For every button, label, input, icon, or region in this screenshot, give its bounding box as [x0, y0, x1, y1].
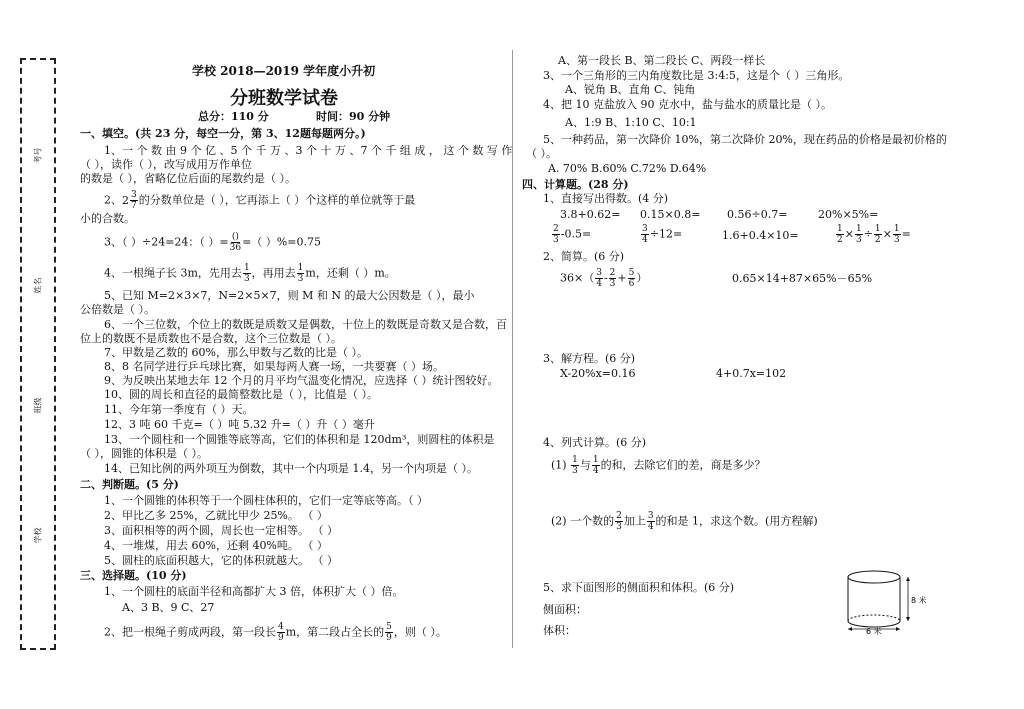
calc-3-title: 3、解方程。(6 分): [543, 352, 636, 365]
calc-1c: 0.56÷0.7=: [727, 208, 788, 221]
calc-4-q1: (1) $\frac{1}{3}$ 与 $\frac{1}{4}$ 的和，去除它们的差，商是多少？: [551, 455, 766, 476]
choice-q5-options: A. 70% B.60% C.72% D.64%: [548, 162, 707, 175]
calc-5-lateral-area: 侧面积：: [543, 603, 587, 616]
choice-q5-line2: （ ）。: [526, 147, 557, 160]
choice-q2: 2、把一根绳子剪成两段，第一段长 $\frac{4}{9}$ m，第二段占全长的 $\frac{5}{9}$ ，则（ ）。: [104, 622, 447, 643]
fill-q10: 10、圆的周长和直径的最简整数比是（ ），比值是（ ）。: [104, 388, 378, 401]
choice-q5-line1: 5、一种药品，第一次降价 10%，第二次降价 20%，现在药品的价格是最初价格的: [543, 133, 947, 146]
fill-q9: 9、为反映出某地去年 12 个月的月平均气温变化情况，应选择（ ）统计图较好。: [104, 374, 499, 387]
calc-4-q2: (2) 一个数的 $\frac{2}{3}$ 加上 $\frac{3}{4}$ 的和是 1，求这个数。(用方程解): [551, 511, 818, 532]
choice-q4-options: A、1:9 B、1:10 C、10:1: [565, 116, 697, 129]
side-label-exam-no: 考号: [33, 147, 43, 164]
choice-q2-options: A、第一段长 B、第二段长 C、两段一样长: [558, 54, 766, 67]
judge-q5: 5、圆柱的底面积越大，它的体积就越大。 （ ）: [104, 554, 338, 567]
fill-q13-line2: （ ），圆锥的体积是（ ）。: [80, 447, 208, 460]
fill-q8: 8、8 名同学进行乒乓球比赛，如果每两人赛一场，一共要赛（ ）场。: [104, 360, 444, 373]
fill-q14: 14、已知比例的两外项互为倒数，其中一个内项是 1.4，另一个内项是（ ）。: [104, 462, 478, 475]
judge-q2: 2、甲比乙多 25%，乙就比甲少 25%。 （ ）: [104, 509, 328, 522]
calc-1f: $\frac{3}{4}$ ÷12=: [642, 224, 683, 245]
judge-q4: 4、一堆煤，用去 60%，还剩 40%吨。 （ ）: [104, 539, 328, 552]
section-1-title: 一、填空。(共 23 分，每空一分，第 3、12题每题两分。): [80, 127, 366, 140]
fill-q3: 3、（ ）÷24=24：（ ）= $\frac{()}{36}$ =（ ）%=0.75: [104, 232, 321, 253]
choice-q3: 3、一个三角形的三内角度数比是 3:4:5，这是个（ ）三角形。: [543, 69, 850, 82]
fill-q11: 11、今年第一季度有（ ）天。: [104, 403, 254, 416]
section-3-title: 三、选择题。(10 分): [80, 569, 187, 582]
fill-q1-line1: 1、一 个 数 由 9 个 亿 、5 个 千 万 、3 个 十 万 、7 个 千 组 成 ， 这 个 数 写 作: [104, 144, 513, 157]
choice-q1: 1、一个圆柱的底面半径和高都扩大 3 倍，体积扩大（ ）倍。: [104, 585, 404, 598]
choice-q3-options: A、锐角 B、直角 C、钝角: [565, 83, 696, 96]
calc-1g: 1.6+0.4×10=: [722, 229, 799, 242]
calc-3b: 4+0.7x=102: [716, 367, 787, 380]
side-label-name: 姓名: [33, 277, 43, 294]
fill-q1-line3: 的数是（ ），省略亿位后面的尾数约是（ ）。: [80, 172, 296, 185]
calc-1b: 0.15×0.8=: [640, 208, 701, 221]
calc-5-volume: 体积：: [543, 624, 576, 637]
side-label-class: 班级: [33, 397, 43, 414]
calc-3a: X-20%x=0.16: [560, 367, 636, 380]
column-divider: [512, 50, 513, 648]
calc-1a: 3.8+0.62=: [560, 208, 621, 221]
cylinder-height-label: 8 米: [911, 596, 927, 605]
choice-q4: 4、把 10 克盐放入 90 克水中，盐与盐水的质量比是（ ）。: [543, 98, 832, 111]
calc-2b: 0.65×14+87×65%－65%: [732, 272, 873, 285]
fill-q6-line1: 6、一个三位数，个位上的数既是质数又是偶数，十位上的数既是奇数又是合数，百: [104, 318, 507, 331]
exam-time: 时间：90 分钟: [316, 110, 391, 123]
calc-1h: $\frac{1}{2}$ × $\frac{1}{3}$ ÷ $\frac{1}{2}$ × $\frac{1}{3}$ =: [837, 224, 911, 245]
calc-2a: 36×（ $\frac{3}{4}$ - $\frac{2}{3}$ + $\frac{5}{6}$ ）: [560, 268, 648, 289]
calc-1d: 20%×5%=: [818, 208, 879, 221]
page-title: 分班数学试卷: [230, 88, 338, 109]
fill-q12: 12、3 吨 60 千克=（ ）吨 5.32 升=（ ）升（ ）毫升: [104, 418, 375, 431]
cylinder-figure: [840, 565, 945, 635]
section-2-title: 二、判断题。(5 分): [80, 478, 179, 491]
fill-q4: 4、一根绳子长 3m，先用去 $\frac{1}{3}$ ，再用去 $\frac{1}{3}$ m，还剩（ ）m。: [104, 263, 396, 284]
section-4-title: 四、计算题。(28 分): [522, 178, 629, 191]
choice-q1-options: A、3 B、9 C、27: [122, 601, 215, 614]
fill-q13-line1: 13、一个圆柱和一个圆锥等底等高，它们的体积和是 120dm³，则圆柱的体积是: [104, 433, 495, 446]
fill-q1-line2: （ ），读作（ ），改写成用万作单位: [80, 158, 252, 171]
cylinder-diameter-label: 6 米: [866, 627, 882, 635]
calc-2-title: 2、简算。(6 分): [543, 250, 625, 263]
fill-q6-line2: 位上的数既不是质数也不是合数，这个三位数是（ ）。: [80, 332, 342, 345]
fill-q5-line1: 5、已知 M=2×3×7，N=2×5×7，则 M 和 N 的最大公因数是（ ），最小: [104, 289, 475, 302]
fill-q2-line2: 小的合数。: [80, 212, 135, 225]
calc-5-title: 5、求下面图形的侧面积和体积。(6 分): [543, 581, 735, 594]
school-line: 学校 2018—2019 学年度小升初: [192, 64, 376, 78]
calc-4-title: 4、列式计算。(6 分): [543, 436, 647, 449]
calc-1e: $\frac{2}{3}$ -0.5=: [553, 224, 592, 245]
fill-q5-line2: 公倍数是（ ）。: [80, 303, 155, 316]
judge-q3: 3、面积相等的两个圆，周长也一定相等。 （ ）: [104, 524, 338, 537]
calc-1-title: 1、直接写出得数。(4 分): [543, 192, 669, 205]
side-label-school: 学校: [33, 527, 43, 544]
fill-q7: 7、甲数是乙数的 60%，那么甲数与乙数的比是（ ）。: [104, 346, 368, 359]
judge-q1: 1、一个圆锥的体积等于一个圆柱体积的，它们一定等底等高。（ ）: [104, 494, 428, 507]
total-score: 总分：110 分: [198, 110, 269, 123]
fill-q2: 2、 2 $\frac{3}{7}$ 的分数单位是（ ），它再添上（ ）个这样的单位就等于最: [104, 190, 416, 211]
